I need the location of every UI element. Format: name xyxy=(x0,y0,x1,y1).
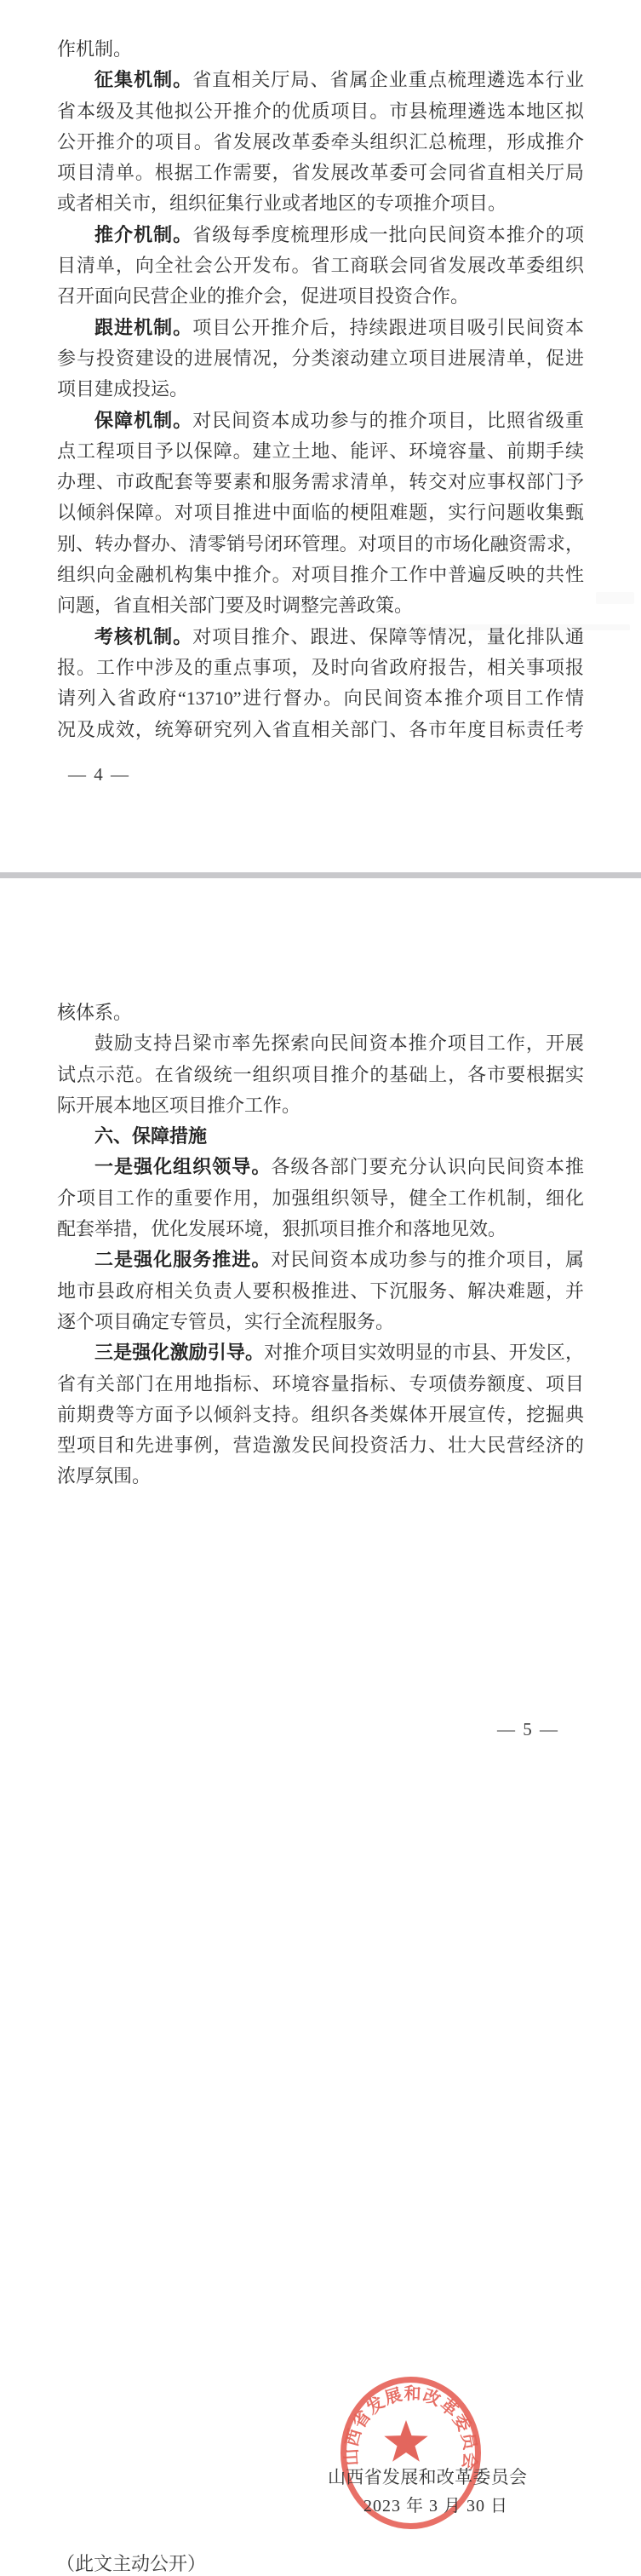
text-line: 省有关部门在用地指标、环境容量指标、专项债券额度、项目 xyxy=(57,1372,584,1394)
text-line: 一是强化组织领导。各级各部门要充分认识向民间资本推 xyxy=(94,1156,584,1178)
text-line: 组织向金融机构集中推介。对项目推介工作中普遍反映的共性 xyxy=(57,564,584,586)
page-divider xyxy=(0,872,641,878)
paragraph-lead: 考核机制。 xyxy=(94,625,193,647)
scan-artifact xyxy=(375,624,630,630)
text-line: 点工程项目予以保障。建立土地、能评、环境容量、前期手续 xyxy=(57,440,584,462)
text-line: 逐个项目确定专管员，实行全流程服务。 xyxy=(57,1310,395,1332)
seal-ring-text: 山西省发展和改革委员会 xyxy=(342,2384,480,2472)
text-line: 型项目和先进事例，营造激发民间投资活力、壮大民营经济的 xyxy=(57,1435,584,1457)
text-line: 前期费等方面予以倾斜支持。组织各类媒体开展宣传，挖掘典 xyxy=(57,1403,584,1425)
text-line: 鼓励支持吕梁市率先探索向民间资本推介项目工作，开展 xyxy=(94,1032,584,1055)
text-line: 召开面向民营企业的推介会，促进项目投资合作。 xyxy=(57,285,470,308)
text-line: 报。工作中涉及的重点事项，及时向省政府报告，相关事项报 xyxy=(57,656,584,678)
text-line: 或者相关市，组织征集行业或者地区的专项推介项目。 xyxy=(57,193,507,215)
text-line: 考核机制。对项目推介、跟进、保障等情况，量化排队通 xyxy=(94,625,584,647)
text-line: 况及成效，统筹研究列入省直相关部门、各市年度目标责任考 xyxy=(57,718,584,740)
signature-organization: 山西省发展和改革委员会 xyxy=(328,2467,528,2487)
text-line: 跟进机制。项目公开推介后，持续跟进项目吸引民间资本 xyxy=(94,316,584,338)
paragraph-lead: 六、保障措施 xyxy=(94,1125,208,1147)
text-line: 省本级及其他拟公开推介的优质项目。市县梳理遴选本地区拟 xyxy=(57,100,584,122)
scanned-page-1 xyxy=(0,0,641,872)
paragraph-lead: 跟进机制。 xyxy=(94,316,193,338)
text-line: 二是强化服务推进。对民间资本成功参与的推介项目，属 xyxy=(94,1249,584,1271)
text-line: 三是强化激励引导。对推介项目实效明显的市县、开发区， xyxy=(94,1342,584,1364)
scan-artifact xyxy=(596,592,634,604)
svg-text:山西省发展和改革委员会 xyxy=(341,2383,481,2471)
paragraph-lead: 征集机制。 xyxy=(94,69,193,91)
text-line: 参与投资建设的进展情况，分类滚动建立项目进展清单，促进 xyxy=(57,347,584,369)
text-line: 请列入省政府“13710”进行督办。向民间资本推介项目工作情 xyxy=(57,687,584,710)
seal-star-icon xyxy=(384,2420,427,2462)
scanned-page-2 xyxy=(0,878,641,2574)
paragraph-lead: 一是强化组织领导。 xyxy=(94,1156,272,1178)
text-line xyxy=(57,1121,584,1152)
paragraph-lead: 二是强化服务推进。 xyxy=(94,1249,272,1271)
page-2-text xyxy=(57,998,584,1492)
text-line: 作机制。 xyxy=(57,38,133,60)
text-line: 目清单，向全社会公开发布。省工商联会同省发展改革委组织 xyxy=(57,255,584,277)
text-line: 核体系。 xyxy=(57,1002,133,1023)
page-1-text xyxy=(57,34,584,745)
publish-disclosure-note: （此文主动公开） xyxy=(56,2553,207,2574)
text-line: 项目建成投运。 xyxy=(57,378,189,400)
text-line: 征集机制。省直相关厅局、省属企业重点梳理遴选本行业 xyxy=(94,69,584,91)
text-line: 地市县政府相关负责人要积极推进、下沉服务、解决难题，并 xyxy=(57,1279,584,1302)
text-line: 试点示范。在省级统一组织项目推介的基础上，各市要根据实 xyxy=(57,1063,584,1085)
paragraph-lead: 推介机制。 xyxy=(94,223,193,245)
page-number-footer: — 4 — xyxy=(68,764,130,785)
text-line: 推介机制。省级每季度梳理形成一批向民间资本推介的项 xyxy=(94,223,584,245)
text-line: 浓厚氛围。 xyxy=(57,1465,152,1487)
signature-date: 2023 年 3 月 30 日 xyxy=(363,2497,508,2516)
text-line: 以倾斜保障。对项目推进中面临的梗阻难题，实行问题收集甄 xyxy=(57,502,584,524)
text-line: 保障机制。对民间资本成功参与的推介项目，比照省级重 xyxy=(94,409,584,431)
text-line: 介项目工作的重要作用，加强组织领导，健全工作机制，细化 xyxy=(57,1187,584,1209)
text-line: 问题，省直相关部门要及时调整完善政策。 xyxy=(57,595,414,617)
text-line: 际开展本地区项目推介工作。 xyxy=(57,1094,301,1116)
text-line: 别、转办督办、清零销号闭环管理。对项目的市场化融资需求， xyxy=(57,532,584,555)
paragraph-lead: 三是强化激励引导。 xyxy=(94,1342,265,1364)
text-line: 公开推介的项目。省发展改革委牵头组织汇总梳理，形成推介 xyxy=(57,130,584,152)
text-line: 配套举措，优化发展环境，狠抓项目推介和落地见效。 xyxy=(57,1218,507,1240)
paragraph-lead: 保障机制。 xyxy=(94,409,193,431)
page-number-footer: — 5 — xyxy=(497,1719,559,1739)
text-line: 办理、市政配套等要素和服务需求清单，转交对应事权部门予 xyxy=(57,471,584,493)
text-line: 项目清单。根据工作需要，省发展改革委可会同省直相关厅局 xyxy=(57,162,584,184)
